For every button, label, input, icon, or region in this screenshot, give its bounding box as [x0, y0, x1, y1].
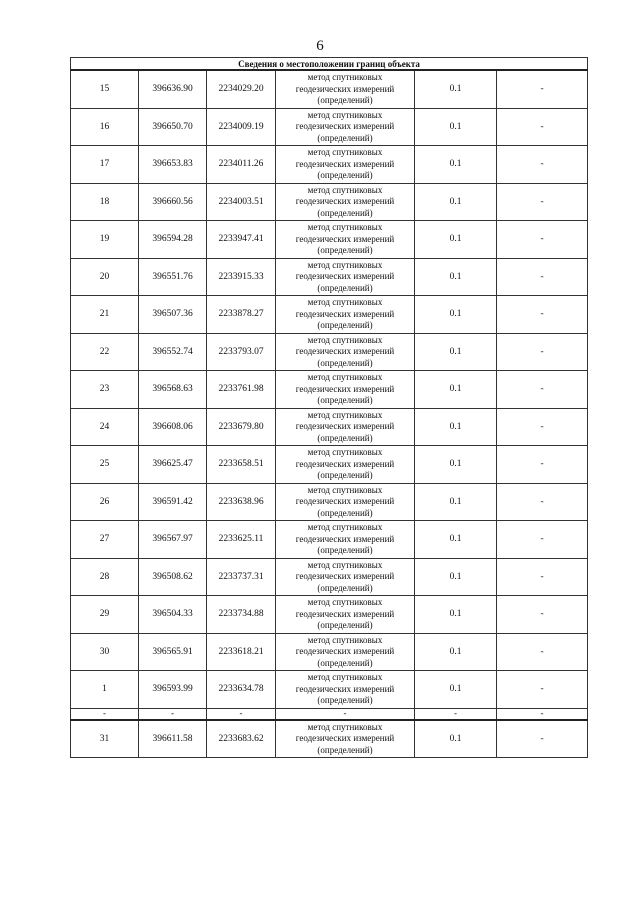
method-line: метод спутниковых: [307, 297, 383, 307]
method-line: геодезических измерений: [295, 608, 395, 619]
method-line: метод спутниковых: [307, 484, 383, 495]
note-cell: -: [497, 258, 588, 296]
method-line: метод спутниковых: [307, 259, 383, 270]
accuracy-cell: 0.1: [415, 296, 497, 334]
point-number-cell: 29: [71, 596, 139, 634]
point-number-cell: 27: [71, 521, 139, 559]
method-line: (определений): [317, 132, 373, 143]
method-line: (определений): [317, 395, 373, 405]
x-coordinate-cell: 396551.76: [139, 258, 207, 296]
point-number-cell: 15: [71, 70, 139, 108]
y-coordinate-cell: 2233683.62: [207, 720, 276, 758]
table-row: [71, 720, 588, 758]
note-cell: -: [497, 70, 588, 108]
method-line: (определений): [317, 620, 373, 630]
table-row: [71, 258, 588, 296]
note-cell: -: [497, 558, 588, 596]
method-line: (определений): [317, 95, 373, 105]
point-number-cell: 25: [71, 446, 139, 484]
point-number-cell: 19: [71, 221, 139, 259]
accuracy-cell: 0.1: [415, 108, 497, 146]
note-cell: -: [497, 708, 588, 720]
table-row: [71, 521, 588, 559]
accuracy-cell: 0.1: [415, 720, 497, 758]
x-coordinate-cell: 396593.99: [139, 671, 207, 709]
method-cell: [276, 708, 415, 720]
accuracy-cell: 0.1: [415, 596, 497, 634]
point-number-cell: 23: [71, 371, 139, 409]
method-cell: [276, 521, 415, 559]
accuracy-cell: 0.1: [415, 521, 497, 559]
point-number-cell: 17: [71, 146, 139, 184]
method-cell: [276, 333, 415, 371]
method-line: метод спутниковых: [307, 672, 383, 682]
y-coordinate-cell: 2233761.98: [207, 371, 276, 409]
point-number-cell: 1: [71, 671, 139, 709]
x-coordinate-cell: 396591.42: [139, 483, 207, 521]
table-row: [71, 408, 588, 446]
method-cell: [276, 633, 415, 671]
method-cell: [276, 371, 415, 409]
point-number-cell: 16: [71, 108, 139, 146]
point-number-cell: 28: [71, 558, 139, 596]
y-coordinate-cell: 2234011.26: [207, 146, 276, 184]
table-row: [71, 483, 588, 521]
method-line: метод спутниковых: [307, 409, 383, 420]
note-cell: -: [497, 296, 588, 334]
method-line: метод спутниковых: [307, 222, 383, 232]
point-number-cell: 31: [71, 720, 139, 758]
table-row: [71, 446, 588, 484]
accuracy-cell: 0.1: [415, 483, 497, 521]
note-cell: -: [497, 108, 588, 146]
table-row: [71, 633, 588, 671]
table-row: [71, 333, 588, 371]
method-line: геодезических измерений: [295, 733, 395, 743]
x-coordinate-cell: 396653.83: [139, 146, 207, 184]
method-line: (определений): [317, 470, 373, 480]
method-line: (определений): [317, 320, 373, 330]
point-number-cell: 24: [71, 408, 139, 446]
method-line: метод спутниковых: [307, 372, 383, 382]
method-line: (определений): [317, 357, 373, 368]
point-number-cell: 22: [71, 333, 139, 371]
note-cell: -: [497, 333, 588, 371]
note-cell: -: [497, 521, 588, 559]
y-coordinate-cell: 2233634.78: [207, 671, 276, 709]
accuracy-cell: 0.1: [415, 446, 497, 484]
table-row: [71, 371, 588, 409]
accuracy-cell: -: [415, 708, 497, 720]
table-caption: Сведения о местоположении границ объекта: [71, 58, 588, 71]
accuracy-cell: 0.1: [415, 183, 497, 221]
x-coordinate-cell: 396660.56: [139, 183, 207, 221]
method-line: метод спутниковых: [307, 72, 383, 82]
accuracy-cell: 0.1: [415, 221, 497, 259]
method-line: геодезических измерений: [295, 571, 395, 581]
table-row: [71, 70, 588, 108]
method-cell: [276, 596, 415, 634]
note-cell: -: [497, 446, 588, 484]
method-cell: [276, 558, 415, 596]
method-line: (определений): [317, 545, 373, 555]
method-line: геодезических измерений: [295, 121, 395, 131]
method-line: (определений): [317, 582, 373, 593]
method-line: геодезических измерений: [295, 421, 395, 431]
method-cell: [276, 183, 415, 221]
y-coordinate-cell: 2233878.27: [207, 296, 276, 334]
x-coordinate-cell: 396552.74: [139, 333, 207, 371]
note-cell: -: [497, 408, 588, 446]
method-line: геодезических измерений: [295, 383, 395, 394]
method-line: метод спутниковых: [307, 721, 383, 732]
method-cell: [276, 70, 415, 108]
point-number-cell: 21: [71, 296, 139, 334]
x-coordinate-cell: 396636.90: [139, 70, 207, 108]
y-coordinate-cell: 2233679.80: [207, 408, 276, 446]
y-coordinate-cell: 2233625.11: [207, 521, 276, 559]
boundary-coordinates-table: [70, 57, 588, 758]
method-cell: [276, 483, 415, 521]
y-coordinate-cell: 2234003.51: [207, 183, 276, 221]
table-body: [71, 70, 588, 758]
point-number-cell: 30: [71, 633, 139, 671]
method-line: (определений): [317, 657, 373, 668]
accuracy-cell: 0.1: [415, 70, 497, 108]
method-cell: [276, 258, 415, 296]
y-coordinate-cell: 2233658.51: [207, 446, 276, 484]
method-cell: [276, 408, 415, 446]
method-line: геодезических измерений: [295, 496, 395, 506]
method-line: (определений): [317, 432, 373, 443]
y-coordinate-cell: 2233638.96: [207, 483, 276, 521]
point-number-cell: 26: [71, 483, 139, 521]
method-line: -: [343, 708, 347, 718]
table-row: [71, 183, 588, 221]
note-cell: -: [497, 671, 588, 709]
method-cell: [276, 221, 415, 259]
method-line: геодезических измерений: [295, 533, 395, 544]
method-line: геодезических измерений: [295, 683, 395, 694]
y-coordinate-cell: 2234029.20: [207, 70, 276, 108]
method-line: геодезических измерений: [295, 646, 395, 656]
y-coordinate-cell: 2233947.41: [207, 221, 276, 259]
method-line: метод спутниковых: [307, 147, 383, 157]
x-coordinate-cell: 396594.28: [139, 221, 207, 259]
table-caption-row: [71, 58, 588, 71]
note-cell: -: [497, 596, 588, 634]
method-line: метод спутниковых: [307, 334, 383, 345]
method-cell: [276, 146, 415, 184]
y-coordinate-cell: 2233737.31: [207, 558, 276, 596]
method-line: метод спутниковых: [307, 597, 383, 607]
accuracy-cell: 0.1: [415, 671, 497, 709]
method-line: геодезических измерений: [295, 271, 395, 281]
x-coordinate-cell: 396611.58: [139, 720, 207, 758]
x-coordinate-cell: 396568.63: [139, 371, 207, 409]
method-line: (определений): [317, 207, 373, 218]
method-line: геодезических измерений: [295, 233, 395, 244]
accuracy-cell: 0.1: [415, 146, 497, 184]
note-cell: -: [497, 221, 588, 259]
y-coordinate-cell: -: [207, 708, 276, 720]
method-line: геодезических измерений: [295, 458, 395, 469]
point-number-cell: -: [71, 708, 139, 720]
note-cell: -: [497, 483, 588, 521]
x-coordinate-cell: 396608.06: [139, 408, 207, 446]
table-row: [71, 596, 588, 634]
x-coordinate-cell: 396567.97: [139, 521, 207, 559]
table-row: [71, 108, 588, 146]
table-row: [71, 558, 588, 596]
method-line: метод спутниковых: [307, 109, 383, 120]
y-coordinate-cell: 2233734.88: [207, 596, 276, 634]
accuracy-cell: 0.1: [415, 558, 497, 596]
method-cell: [276, 446, 415, 484]
x-coordinate-cell: 396650.70: [139, 108, 207, 146]
separator-row: [71, 708, 588, 720]
method-line: геодезических измерений: [295, 83, 395, 94]
table-row: [71, 146, 588, 184]
method-line: метод спутниковых: [307, 447, 383, 457]
method-cell: [276, 671, 415, 709]
x-coordinate-cell: 396508.62: [139, 558, 207, 596]
method-line: (определений): [317, 507, 373, 518]
y-coordinate-cell: 2233618.21: [207, 633, 276, 671]
x-coordinate-cell: 396625.47: [139, 446, 207, 484]
method-line: (определений): [317, 245, 373, 255]
method-line: геодезических измерений: [295, 196, 395, 206]
method-cell: [276, 296, 415, 334]
accuracy-cell: 0.1: [415, 258, 497, 296]
table-row: [71, 296, 588, 334]
point-number-cell: 20: [71, 258, 139, 296]
note-cell: -: [497, 371, 588, 409]
method-line: (определений): [317, 695, 373, 705]
accuracy-cell: 0.1: [415, 633, 497, 671]
accuracy-cell: 0.1: [415, 371, 497, 409]
method-line: метод спутниковых: [307, 559, 383, 570]
method-cell: [276, 108, 415, 146]
page-number: 6: [316, 38, 324, 54]
y-coordinate-cell: 2234009.19: [207, 108, 276, 146]
note-cell: -: [497, 183, 588, 221]
note-cell: -: [497, 146, 588, 184]
accuracy-cell: 0.1: [415, 408, 497, 446]
method-cell: [276, 720, 415, 758]
y-coordinate-cell: 2233915.33: [207, 258, 276, 296]
point-number-cell: 18: [71, 183, 139, 221]
note-cell: -: [497, 633, 588, 671]
accuracy-cell: 0.1: [415, 333, 497, 371]
table-row: [71, 221, 588, 259]
method-line: геодезических измерений: [295, 158, 395, 169]
x-coordinate-cell: 396565.91: [139, 633, 207, 671]
method-line: геодезических измерений: [295, 346, 395, 356]
method-line: (определений): [317, 744, 373, 755]
note-cell: -: [497, 720, 588, 758]
y-coordinate-cell: 2233793.07: [207, 333, 276, 371]
method-line: геодезических измерений: [295, 308, 395, 319]
x-coordinate-cell: 396507.36: [139, 296, 207, 334]
method-line: метод спутниковых: [307, 634, 383, 645]
method-line: (определений): [317, 282, 373, 293]
x-coordinate-cell: -: [139, 708, 207, 720]
method-line: метод спутниковых: [307, 184, 383, 195]
method-line: (определений): [317, 170, 373, 180]
method-line: метод спутниковых: [307, 522, 383, 532]
x-coordinate-cell: 396504.33: [139, 596, 207, 634]
table-row: [71, 671, 588, 709]
